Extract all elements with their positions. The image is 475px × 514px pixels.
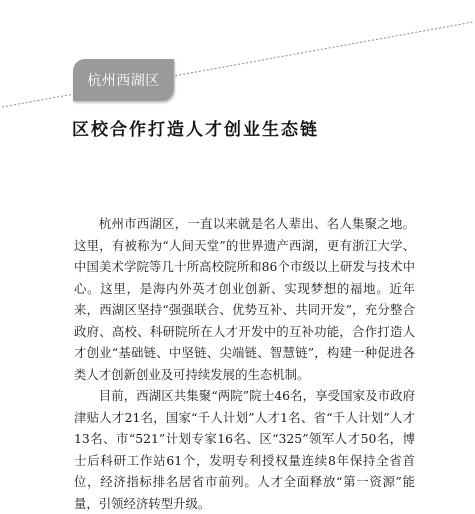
- header-divider-line: [0, 0, 475, 120]
- article-body: [74, 213, 415, 514]
- section-tab-label: 杭州西湖区: [87, 73, 160, 89]
- section-tab: [73, 59, 174, 101]
- body-paragraph: 目前，西湖区共集聚“两院”院士46名，享受国家及市政府津贴人才21名，国家“千人计划”人才1名、省“千人计划”人才13名、市“521”计划专家16名、区“325”领军人才50名，博士后科研工作站61个，发明专利授权量连续8年保持全省首位，经济指标排名居省市前列。人才全面释放“第一资源”能量，引领经济转型升级。: [74, 388, 415, 511]
- body-paragraph: 杭州市西湖区，一直以来就是名人辈出、名人集聚之地。这里，有被称为“人间天堂”的世界遗产西湖，更有浙江大学、中国美术学院等几十所高校院所和86个市级以上研发与技术中心。这里，是海内外英才创业创新、实现梦想的福地。近年来，西湖区坚持“强强联合、优势互补、共同开发”，充分整合政府、高校、科研院所在人才开发中的互补功能，合作打造人才创业“基础链、中坚链、尖端链、智慧链”，构建一种促进各类人才创新创业及可持续发展的生态机制。: [74, 216, 415, 382]
- article-title: 区校合作打造人才创业生态链: [72, 120, 319, 140]
